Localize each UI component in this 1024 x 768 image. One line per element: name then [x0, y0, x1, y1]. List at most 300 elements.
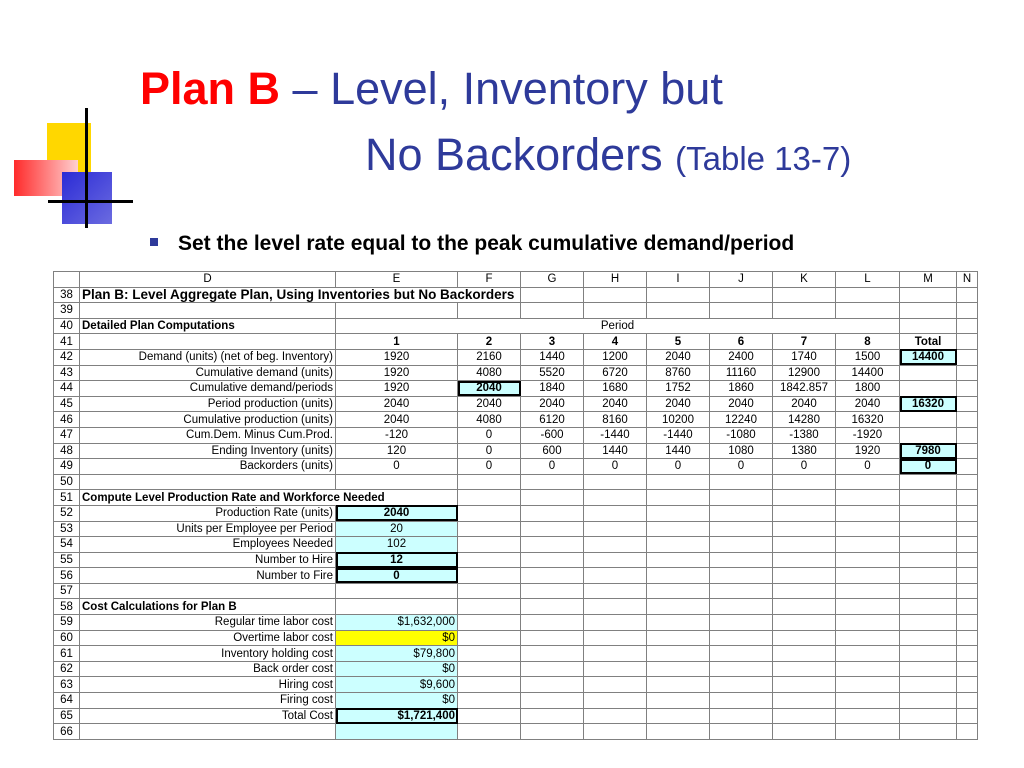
empty-cell[interactable] — [836, 474, 900, 490]
row-label[interactable]: Production Rate (units) — [80, 505, 336, 521]
value-cell[interactable]: 1080 — [710, 443, 773, 459]
empty-cell[interactable] — [80, 303, 336, 319]
row-number[interactable]: 61 — [54, 646, 80, 662]
empty-cell[interactable] — [957, 583, 978, 599]
empty-cell[interactable] — [710, 474, 773, 490]
value-cell[interactable]: $1,721,400 — [336, 708, 458, 724]
empty-cell[interactable] — [710, 615, 773, 631]
empty-cell[interactable] — [521, 661, 584, 677]
empty-cell[interactable] — [900, 521, 957, 537]
row-label[interactable]: Ending Inventory (units) — [80, 443, 336, 459]
empty-cell[interactable] — [521, 630, 584, 646]
empty-cell[interactable] — [900, 505, 957, 521]
total-cell[interactable]: 0 — [900, 459, 957, 475]
empty-cell[interactable] — [900, 724, 957, 740]
empty-cell[interactable] — [521, 677, 584, 693]
row-number[interactable]: 62 — [54, 661, 80, 677]
column-header-l[interactable]: L — [836, 272, 900, 288]
row-number[interactable]: 50 — [54, 474, 80, 490]
row-label[interactable]: Backorders (units) — [80, 459, 336, 475]
value-cell[interactable]: 0 — [458, 443, 521, 459]
empty-cell[interactable] — [773, 630, 836, 646]
empty-cell[interactable] — [773, 287, 836, 303]
empty-cell[interactable] — [900, 630, 957, 646]
column-header-j[interactable]: J — [710, 272, 773, 288]
empty-cell[interactable] — [710, 661, 773, 677]
row-number[interactable]: 52 — [54, 505, 80, 521]
empty-cell[interactable] — [836, 724, 900, 740]
value-cell[interactable]: $9,600 — [336, 677, 458, 693]
empty-cell[interactable] — [647, 677, 710, 693]
value-cell[interactable]: 1680 — [584, 381, 647, 397]
value-cell[interactable]: 1380 — [773, 443, 836, 459]
empty-cell[interactable] — [458, 615, 521, 631]
empty-cell[interactable] — [900, 474, 957, 490]
value-cell[interactable]: 1842.857 — [773, 381, 836, 397]
empty-cell[interactable] — [957, 427, 978, 443]
empty-cell[interactable] — [900, 599, 957, 615]
value-cell[interactable]: 12 — [336, 552, 458, 568]
value-cell[interactable]: 120 — [336, 443, 458, 459]
value-cell[interactable]: $1,632,000 — [336, 615, 458, 631]
value-cell[interactable]: $0 — [336, 693, 458, 709]
empty-cell[interactable] — [900, 490, 957, 506]
empty-cell[interactable] — [773, 505, 836, 521]
empty-cell[interactable] — [647, 474, 710, 490]
row-number[interactable]: 56 — [54, 568, 80, 584]
empty-cell[interactable] — [957, 396, 978, 412]
value-cell[interactable]: 16320 — [836, 412, 900, 428]
column-header-k[interactable]: K — [773, 272, 836, 288]
row-label[interactable]: Cumulative demand (units) — [80, 365, 336, 381]
period-number[interactable]: 2 — [458, 334, 521, 350]
value-cell[interactable]: 2040 — [647, 396, 710, 412]
row-number[interactable]: 59 — [54, 615, 80, 631]
empty-cell[interactable] — [957, 381, 978, 397]
value-cell[interactable]: 0 — [584, 459, 647, 475]
empty-cell[interactable] — [773, 583, 836, 599]
value-cell[interactable]: 12240 — [710, 412, 773, 428]
empty-cell[interactable] — [647, 568, 710, 584]
empty-cell[interactable] — [336, 583, 458, 599]
value-cell[interactable]: 2400 — [710, 349, 773, 365]
empty-cell[interactable] — [836, 537, 900, 553]
empty-cell[interactable] — [336, 303, 458, 319]
value-cell[interactable]: 2040 — [521, 396, 584, 412]
empty-cell[interactable] — [336, 474, 458, 490]
row-label[interactable]: Number to Hire — [80, 552, 336, 568]
row-label[interactable]: Demand (units) (net of beg. Inventory) — [80, 349, 336, 365]
empty-cell[interactable] — [458, 521, 521, 537]
empty-cell[interactable] — [458, 537, 521, 553]
empty-cell[interactable] — [521, 474, 584, 490]
empty-cell[interactable] — [80, 334, 336, 350]
empty-cell[interactable] — [957, 568, 978, 584]
empty-cell[interactable] — [957, 303, 978, 319]
empty-cell[interactable] — [647, 490, 710, 506]
empty-cell[interactable] — [836, 677, 900, 693]
period-number[interactable]: 3 — [521, 334, 584, 350]
value-cell[interactable]: 0 — [647, 459, 710, 475]
value-cell[interactable]: 0 — [336, 568, 458, 584]
empty-cell[interactable] — [647, 303, 710, 319]
empty-cell[interactable] — [957, 646, 978, 662]
empty-cell[interactable] — [584, 287, 647, 303]
empty-cell[interactable] — [710, 708, 773, 724]
empty-cell[interactable] — [773, 646, 836, 662]
empty-cell[interactable] — [458, 474, 521, 490]
empty-cell[interactable] — [647, 646, 710, 662]
value-cell[interactable]: 0 — [458, 459, 521, 475]
period-header[interactable]: Period — [336, 318, 900, 334]
empty-cell[interactable] — [584, 490, 647, 506]
sheet-title-cell[interactable]: Plan B: Level Aggregate Plan, Using Inventories but No Backorders — [80, 287, 521, 303]
empty-cell[interactable] — [521, 287, 584, 303]
empty-cell[interactable] — [647, 615, 710, 631]
empty-cell[interactable] — [458, 677, 521, 693]
empty-cell[interactable] — [521, 693, 584, 709]
row-number[interactable]: 38 — [54, 287, 80, 303]
empty-cell[interactable] — [584, 521, 647, 537]
value-cell[interactable]: -1920 — [836, 427, 900, 443]
column-header-d[interactable]: D — [80, 272, 336, 288]
empty-cell[interactable] — [957, 459, 978, 475]
value-cell[interactable]: 1860 — [710, 381, 773, 397]
empty-cell[interactable] — [773, 552, 836, 568]
value-cell[interactable]: 102 — [336, 537, 458, 553]
empty-cell[interactable] — [521, 568, 584, 584]
empty-cell[interactable] — [458, 724, 521, 740]
section-label[interactable]: Detailed Plan Computations — [80, 318, 336, 334]
empty-cell[interactable] — [647, 708, 710, 724]
empty-cell[interactable] — [458, 552, 521, 568]
empty-cell[interactable] — [836, 287, 900, 303]
row-label[interactable]: Employees Needed — [80, 537, 336, 553]
empty-cell[interactable] — [710, 287, 773, 303]
corner-cell[interactable] — [54, 272, 80, 288]
empty-cell[interactable] — [957, 334, 978, 350]
empty-cell[interactable] — [957, 693, 978, 709]
empty-cell[interactable] — [957, 287, 978, 303]
empty-cell[interactable] — [584, 677, 647, 693]
empty-cell[interactable] — [836, 552, 900, 568]
empty-cell[interactable] — [957, 677, 978, 693]
value-cell[interactable]: 2040 — [336, 396, 458, 412]
empty-cell[interactable] — [957, 443, 978, 459]
value-cell[interactable]: -1440 — [584, 427, 647, 443]
empty-cell[interactable] — [957, 661, 978, 677]
empty-cell[interactable] — [900, 568, 957, 584]
empty-cell[interactable] — [836, 646, 900, 662]
row-label[interactable]: Hiring cost — [80, 677, 336, 693]
empty-cell[interactable] — [647, 287, 710, 303]
empty-cell[interactable] — [647, 661, 710, 677]
empty-cell[interactable] — [710, 303, 773, 319]
empty-cell[interactable] — [647, 724, 710, 740]
value-cell[interactable]: 10200 — [647, 412, 710, 428]
empty-cell[interactable] — [458, 630, 521, 646]
empty-cell[interactable] — [900, 677, 957, 693]
empty-cell[interactable] — [773, 303, 836, 319]
empty-cell[interactable] — [647, 552, 710, 568]
period-number[interactable]: 8 — [836, 334, 900, 350]
value-cell[interactable]: -1380 — [773, 427, 836, 443]
row-label[interactable]: Regular time labor cost — [80, 615, 336, 631]
value-cell[interactable]: 2040 — [458, 396, 521, 412]
empty-cell[interactable] — [773, 474, 836, 490]
empty-cell[interactable] — [521, 303, 584, 319]
row-number[interactable]: 57 — [54, 583, 80, 599]
period-number[interactable]: 6 — [710, 334, 773, 350]
empty-cell[interactable] — [458, 599, 521, 615]
empty-cell[interactable] — [521, 505, 584, 521]
empty-cell[interactable] — [647, 583, 710, 599]
empty-cell[interactable] — [836, 303, 900, 319]
period-number[interactable]: 4 — [584, 334, 647, 350]
column-header-g[interactable]: G — [521, 272, 584, 288]
empty-cell[interactable] — [521, 708, 584, 724]
value-cell[interactable]: $79,800 — [336, 646, 458, 662]
empty-cell[interactable] — [647, 505, 710, 521]
value-cell[interactable]: 2040 — [584, 396, 647, 412]
column-header-h[interactable]: H — [584, 272, 647, 288]
empty-cell[interactable] — [710, 583, 773, 599]
row-number[interactable]: 40 — [54, 318, 80, 334]
empty-cell[interactable] — [80, 583, 336, 599]
row-label[interactable]: Cum.Dem. Minus Cum.Prod. — [80, 427, 336, 443]
row-label[interactable]: Cumulative demand/periods — [80, 381, 336, 397]
empty-cell[interactable] — [957, 365, 978, 381]
period-number[interactable]: 5 — [647, 334, 710, 350]
empty-cell[interactable] — [836, 583, 900, 599]
value-cell[interactable]: 8160 — [584, 412, 647, 428]
total-cell[interactable] — [900, 412, 957, 428]
value-cell[interactable]: 0 — [710, 459, 773, 475]
empty-cell[interactable] — [957, 318, 978, 334]
total-cell[interactable] — [900, 427, 957, 443]
row-number[interactable]: 58 — [54, 599, 80, 615]
empty-cell[interactable] — [900, 303, 957, 319]
empty-cell[interactable] — [900, 661, 957, 677]
value-cell[interactable]: 14400 — [836, 365, 900, 381]
empty-cell[interactable] — [584, 303, 647, 319]
value-cell[interactable]: 20 — [336, 521, 458, 537]
empty-cell[interactable] — [957, 552, 978, 568]
empty-cell[interactable] — [521, 552, 584, 568]
row-label[interactable]: Units per Employee per Period — [80, 521, 336, 537]
value-cell[interactable]: 2040 — [336, 505, 458, 521]
empty-cell[interactable] — [710, 552, 773, 568]
empty-cell[interactable] — [458, 505, 521, 521]
row-number[interactable]: 66 — [54, 724, 80, 740]
empty-cell[interactable] — [521, 537, 584, 553]
value-cell[interactable]: -1080 — [710, 427, 773, 443]
value-cell[interactable]: 1440 — [584, 443, 647, 459]
row-label[interactable]: Inventory holding cost — [80, 646, 336, 662]
empty-cell[interactable] — [900, 615, 957, 631]
empty-cell[interactable] — [773, 490, 836, 506]
row-number[interactable]: 45 — [54, 396, 80, 412]
empty-cell[interactable] — [458, 583, 521, 599]
value-cell[interactable]: 1740 — [773, 349, 836, 365]
empty-cell[interactable] — [773, 615, 836, 631]
empty-cell[interactable] — [900, 287, 957, 303]
value-cell[interactable]: 1200 — [584, 349, 647, 365]
empty-cell[interactable] — [80, 724, 336, 740]
empty-cell[interactable] — [584, 646, 647, 662]
empty-cell[interactable] — [900, 537, 957, 553]
empty-cell[interactable] — [458, 693, 521, 709]
total-cell[interactable] — [900, 365, 957, 381]
row-label[interactable]: Cumulative production (units) — [80, 412, 336, 428]
empty-cell[interactable] — [584, 708, 647, 724]
empty-cell[interactable] — [521, 583, 584, 599]
empty-cell[interactable] — [836, 693, 900, 709]
column-header-f[interactable]: F — [458, 272, 521, 288]
empty-cell[interactable] — [773, 677, 836, 693]
empty-cell[interactable] — [458, 303, 521, 319]
empty-cell[interactable] — [336, 724, 458, 740]
empty-cell[interactable] — [584, 615, 647, 631]
empty-cell[interactable] — [584, 724, 647, 740]
value-cell[interactable]: 2040 — [647, 349, 710, 365]
empty-cell[interactable] — [647, 599, 710, 615]
value-cell[interactable]: -600 — [521, 427, 584, 443]
empty-cell[interactable] — [957, 724, 978, 740]
empty-cell[interactable] — [773, 693, 836, 709]
empty-cell[interactable] — [836, 599, 900, 615]
row-number[interactable]: 46 — [54, 412, 80, 428]
empty-cell[interactable] — [836, 505, 900, 521]
row-number[interactable]: 64 — [54, 693, 80, 709]
empty-cell[interactable] — [957, 615, 978, 631]
value-cell[interactable]: 11160 — [710, 365, 773, 381]
row-number[interactable]: 53 — [54, 521, 80, 537]
value-cell[interactable]: 600 — [521, 443, 584, 459]
row-number[interactable]: 43 — [54, 365, 80, 381]
empty-cell[interactable] — [957, 599, 978, 615]
empty-cell[interactable] — [900, 552, 957, 568]
empty-cell[interactable] — [521, 490, 584, 506]
empty-cell[interactable] — [584, 505, 647, 521]
empty-cell[interactable] — [957, 349, 978, 365]
value-cell[interactable]: 14280 — [773, 412, 836, 428]
empty-cell[interactable] — [710, 568, 773, 584]
empty-cell[interactable] — [957, 412, 978, 428]
empty-cell[interactable] — [584, 630, 647, 646]
empty-cell[interactable] — [773, 599, 836, 615]
row-number[interactable]: 47 — [54, 427, 80, 443]
empty-cell[interactable] — [773, 661, 836, 677]
empty-cell[interactable] — [521, 646, 584, 662]
empty-cell[interactable] — [584, 568, 647, 584]
empty-cell[interactable] — [836, 615, 900, 631]
empty-cell[interactable] — [900, 708, 957, 724]
empty-cell[interactable] — [521, 599, 584, 615]
empty-cell[interactable] — [836, 661, 900, 677]
value-cell[interactable]: 1920 — [336, 365, 458, 381]
value-cell[interactable]: 1800 — [836, 381, 900, 397]
empty-cell[interactable] — [710, 677, 773, 693]
value-cell[interactable]: 2040 — [773, 396, 836, 412]
empty-cell[interactable] — [710, 724, 773, 740]
empty-cell[interactable] — [458, 661, 521, 677]
value-cell[interactable]: 1920 — [836, 443, 900, 459]
empty-cell[interactable] — [900, 583, 957, 599]
value-cell[interactable]: 2040 — [836, 396, 900, 412]
empty-cell[interactable] — [836, 521, 900, 537]
value-cell[interactable]: 0 — [773, 459, 836, 475]
empty-cell[interactable] — [584, 661, 647, 677]
empty-cell[interactable] — [458, 646, 521, 662]
value-cell[interactable]: 6720 — [584, 365, 647, 381]
empty-cell[interactable] — [710, 490, 773, 506]
row-number[interactable]: 42 — [54, 349, 80, 365]
value-cell[interactable]: 2160 — [458, 349, 521, 365]
empty-cell[interactable] — [710, 630, 773, 646]
value-cell[interactable]: 8760 — [647, 365, 710, 381]
value-cell[interactable]: 1440 — [647, 443, 710, 459]
row-label[interactable]: Period production (units) — [80, 396, 336, 412]
empty-cell[interactable] — [900, 646, 957, 662]
empty-cell[interactable] — [957, 537, 978, 553]
row-number[interactable]: 54 — [54, 537, 80, 553]
empty-cell[interactable] — [521, 521, 584, 537]
row-number[interactable]: 51 — [54, 490, 80, 506]
row-label[interactable]: Firing cost — [80, 693, 336, 709]
total-cell[interactable]: 14400 — [900, 349, 957, 365]
value-cell[interactable]: 1920 — [336, 381, 458, 397]
column-header-i[interactable]: I — [647, 272, 710, 288]
value-cell[interactable]: 2040 — [336, 412, 458, 428]
empty-cell[interactable] — [710, 521, 773, 537]
empty-cell[interactable] — [710, 646, 773, 662]
row-number[interactable]: 44 — [54, 381, 80, 397]
empty-cell[interactable] — [584, 474, 647, 490]
empty-cell[interactable] — [336, 599, 458, 615]
empty-cell[interactable] — [458, 708, 521, 724]
empty-cell[interactable] — [773, 724, 836, 740]
section-label[interactable]: Compute Level Production Rate and Workforce Needed — [80, 490, 458, 506]
row-number[interactable]: 60 — [54, 630, 80, 646]
empty-cell[interactable] — [647, 537, 710, 553]
empty-cell[interactable] — [773, 708, 836, 724]
row-number[interactable]: 55 — [54, 552, 80, 568]
empty-cell[interactable] — [647, 630, 710, 646]
value-cell[interactable]: 0 — [458, 427, 521, 443]
row-number[interactable]: 63 — [54, 677, 80, 693]
empty-cell[interactable] — [900, 693, 957, 709]
empty-cell[interactable] — [521, 615, 584, 631]
empty-cell[interactable] — [584, 599, 647, 615]
row-label[interactable]: Number to Fire — [80, 568, 336, 584]
total-cell[interactable]: 16320 — [900, 396, 957, 412]
row-number[interactable]: 41 — [54, 334, 80, 350]
empty-cell[interactable] — [836, 708, 900, 724]
period-number[interactable]: 1 — [336, 334, 458, 350]
value-cell[interactable]: -120 — [336, 427, 458, 443]
row-number[interactable]: 39 — [54, 303, 80, 319]
value-cell[interactable]: 1500 — [836, 349, 900, 365]
empty-cell[interactable] — [773, 537, 836, 553]
empty-cell[interactable] — [458, 568, 521, 584]
empty-cell[interactable] — [957, 474, 978, 490]
empty-cell[interactable] — [710, 693, 773, 709]
period-number[interactable]: Total — [900, 334, 957, 350]
value-cell[interactable]: 4080 — [458, 412, 521, 428]
row-label[interactable]: Back order cost — [80, 661, 336, 677]
empty-cell[interactable] — [710, 599, 773, 615]
